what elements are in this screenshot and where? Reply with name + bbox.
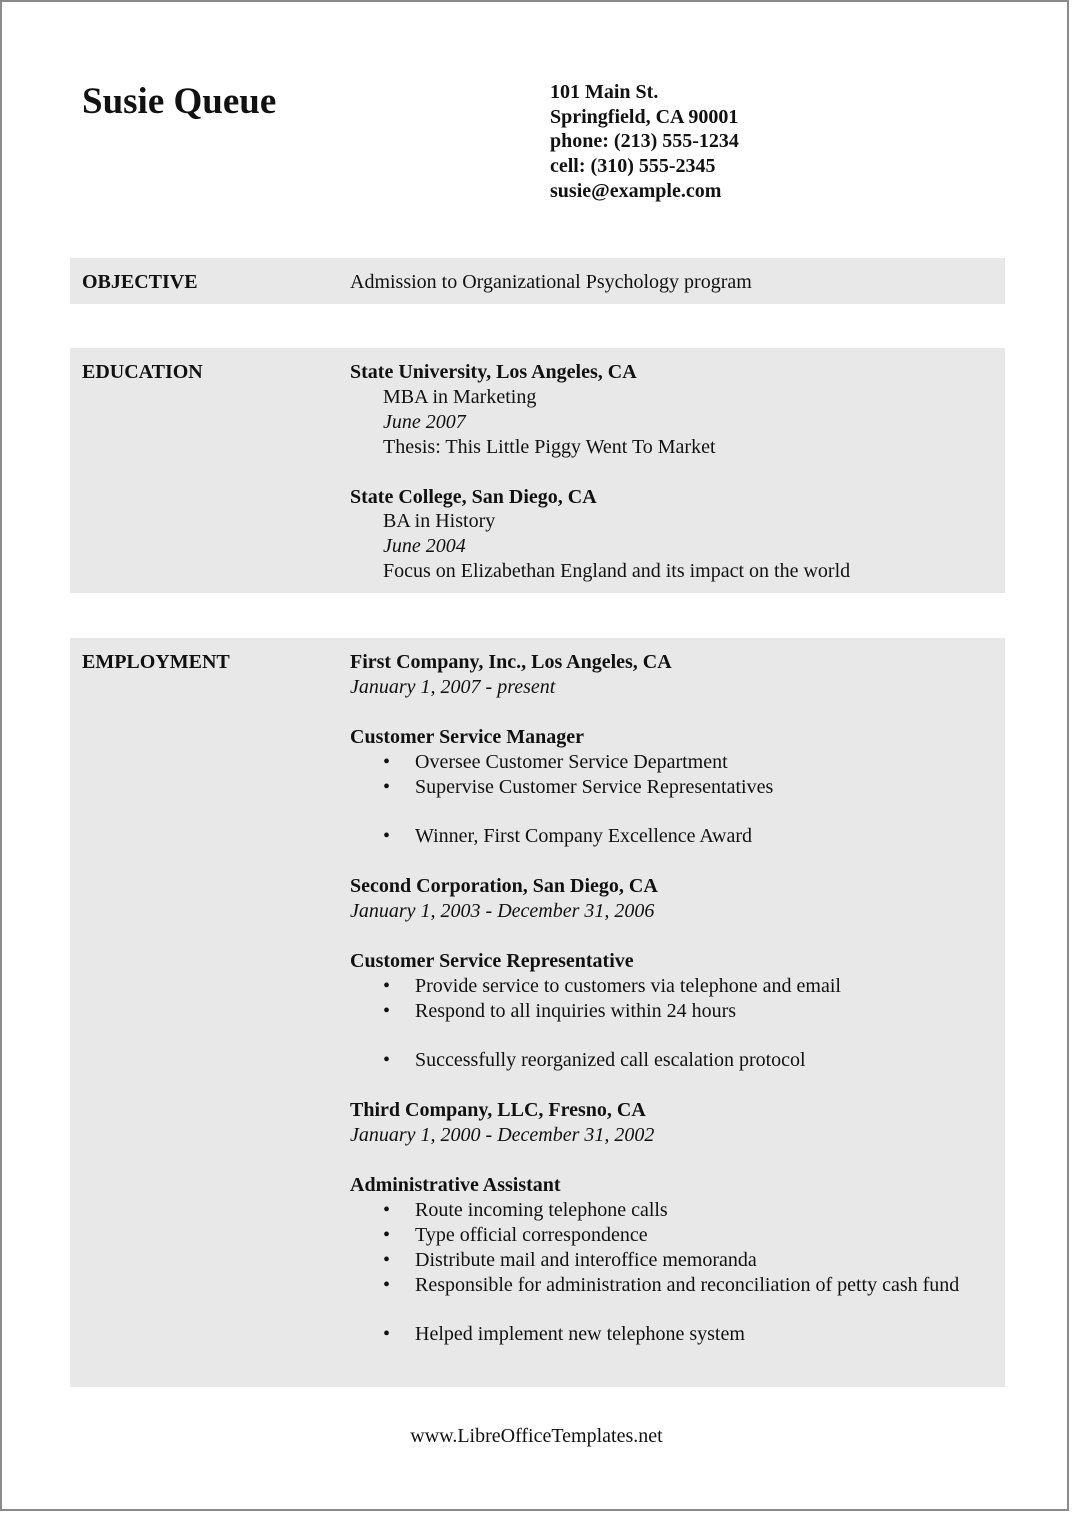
job-dates: January 1, 2007 - present bbox=[350, 675, 556, 698]
school-degree: BA in History bbox=[383, 510, 496, 533]
school-note: Focus on Elizabethan England and its impact on the world bbox=[383, 560, 851, 583]
duty-item: • Supervise Customer Service Representatives bbox=[350, 775, 990, 800]
job-company: Third Company, LLC, Fresno, CA bbox=[350, 1099, 646, 1122]
employment-body bbox=[350, 650, 990, 1347]
job-duties bbox=[350, 1198, 990, 1298]
objective-body bbox=[350, 270, 990, 295]
school-date: June 2007 bbox=[383, 410, 466, 433]
duty-item: • Responsible for administration and reconciliation of petty cash fund bbox=[350, 1273, 975, 1298]
school-degree: MBA in Marketing bbox=[383, 385, 537, 408]
candidate-name: Susie Queue bbox=[82, 81, 277, 122]
achievement-item: • Successfully reorganized call escalation protocol bbox=[350, 1048, 990, 1073]
job-title: Administrative Assistant bbox=[350, 1173, 561, 1196]
duty-item: • Oversee Customer Service Department bbox=[350, 750, 990, 775]
education-section bbox=[70, 348, 1005, 593]
job-dates: January 1, 2000 - December 31, 2002 bbox=[350, 1124, 655, 1147]
duty-item: • Type official correspondence bbox=[350, 1223, 990, 1248]
email: susie@example.com bbox=[550, 179, 722, 202]
job-duties bbox=[350, 750, 990, 800]
duty-item: • Provide service to customers via telephone and email bbox=[350, 974, 990, 999]
employment-section bbox=[70, 638, 1005, 1387]
address-line-1: 101 Main St. bbox=[550, 81, 659, 103]
job-achievements bbox=[350, 1322, 990, 1347]
job-company: Second Corporation, San Diego, CA bbox=[350, 875, 658, 898]
duty-item: • Distribute mail and interoffice memoranda bbox=[350, 1248, 990, 1273]
employment-label: EMPLOYMENT bbox=[82, 651, 230, 673]
job-title: Customer Service Representative bbox=[350, 949, 634, 972]
achievement-item: • Helped implement new telephone system bbox=[350, 1322, 990, 1347]
phone: phone: (213) 555-1234 bbox=[550, 130, 739, 153]
job-title: Customer Service Manager bbox=[350, 725, 585, 748]
education-label: EDUCATION bbox=[82, 361, 203, 383]
school-date: June 2004 bbox=[383, 535, 466, 558]
address-line-2: Springfield, CA 90001 bbox=[550, 105, 739, 128]
school-name: State University, Los Angeles, CA bbox=[350, 361, 637, 383]
school-note: Thesis: This Little Piggy Went To Market bbox=[383, 435, 716, 458]
education-body bbox=[350, 360, 990, 584]
school-name: State College, San Diego, CA bbox=[350, 485, 597, 508]
objective-text: Admission to Organizational Psychology program bbox=[350, 271, 752, 293]
contact-block bbox=[550, 80, 739, 204]
objective-label: OBJECTIVE bbox=[82, 271, 198, 293]
job-dates: January 1, 2003 - December 31, 2006 bbox=[350, 900, 655, 923]
duty-item: • Respond to all inquiries within 24 hours bbox=[350, 999, 990, 1024]
footer-website: www.LibreOfficeTemplates.net bbox=[410, 1425, 663, 1447]
cell: cell: (310) 555-2345 bbox=[550, 155, 716, 178]
job-duties bbox=[350, 974, 990, 1024]
achievement-item: • Winner, First Company Excellence Award bbox=[350, 824, 990, 849]
job-company: First Company, Inc., Los Angeles, CA bbox=[350, 651, 672, 673]
duty-item: • Route incoming telephone calls bbox=[350, 1198, 990, 1223]
objective-section bbox=[70, 258, 1005, 304]
job-achievements bbox=[350, 1048, 990, 1073]
job-achievements bbox=[350, 824, 990, 849]
